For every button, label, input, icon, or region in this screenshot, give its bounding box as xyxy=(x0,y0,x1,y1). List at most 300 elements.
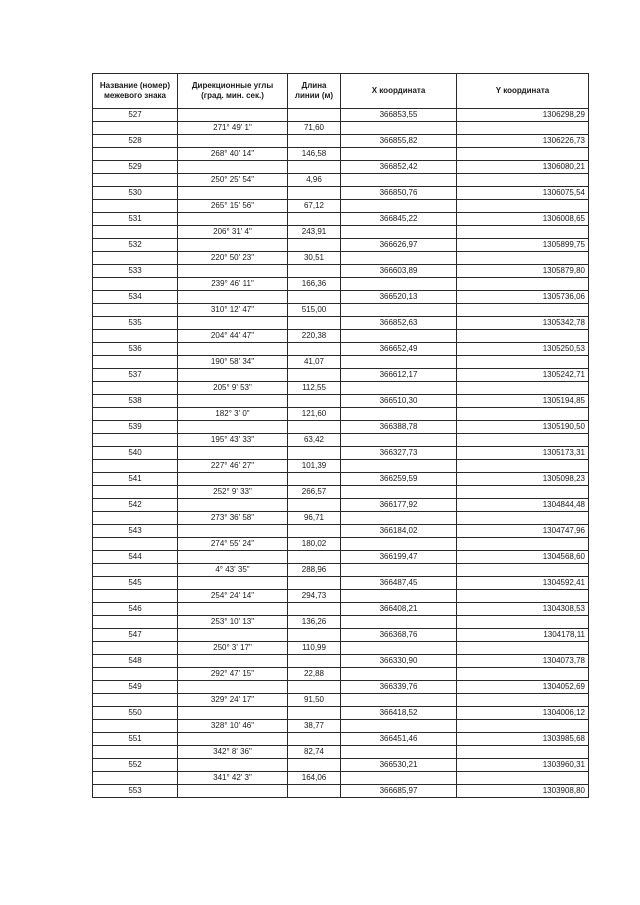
empty-cell xyxy=(341,148,457,161)
empty-cell xyxy=(288,733,341,746)
header-y: Y координата xyxy=(457,74,589,109)
empty-cell xyxy=(288,135,341,148)
empty-cell xyxy=(93,122,178,135)
x-coordinate: 366199,47 xyxy=(341,551,457,564)
point-name: 537 xyxy=(93,369,178,382)
direction-angle: 273° 36' 58" xyxy=(178,512,288,525)
header-x: X координата xyxy=(341,74,457,109)
empty-cell xyxy=(457,642,589,655)
point-row xyxy=(93,525,589,538)
y-coordinate: 1304568,60 xyxy=(457,551,589,564)
point-row xyxy=(93,369,589,382)
empty-cell xyxy=(341,408,457,421)
direction-angle: 250° 25' 54" xyxy=(178,174,288,187)
empty-cell xyxy=(93,252,178,265)
empty-cell xyxy=(93,694,178,707)
empty-cell xyxy=(178,187,288,200)
point-row xyxy=(93,265,589,278)
point-name: 531 xyxy=(93,213,178,226)
line-length: 22,88 xyxy=(288,668,341,681)
empty-cell xyxy=(457,226,589,239)
empty-cell xyxy=(178,499,288,512)
line-length: 101,39 xyxy=(288,460,341,473)
point-name: 539 xyxy=(93,421,178,434)
x-coordinate: 366368,76 xyxy=(341,629,457,642)
point-name: 532 xyxy=(93,239,178,252)
point-row xyxy=(93,655,589,668)
empty-cell xyxy=(288,395,341,408)
y-coordinate: 1306008,65 xyxy=(457,213,589,226)
empty-cell xyxy=(288,109,341,122)
empty-cell xyxy=(457,668,589,681)
y-coordinate: 1303985,68 xyxy=(457,733,589,746)
empty-cell xyxy=(341,252,457,265)
empty-cell xyxy=(457,330,589,343)
segment-row xyxy=(93,434,589,447)
point-row xyxy=(93,473,589,486)
empty-cell xyxy=(288,473,341,486)
empty-cell xyxy=(341,746,457,759)
x-coordinate: 366850,76 xyxy=(341,187,457,200)
point-name: 536 xyxy=(93,343,178,356)
empty-cell xyxy=(457,382,589,395)
empty-cell xyxy=(288,603,341,616)
line-length: 121,60 xyxy=(288,408,341,421)
empty-cell xyxy=(341,434,457,447)
x-coordinate: 366259,59 xyxy=(341,473,457,486)
direction-angle: 206° 31' 4" xyxy=(178,226,288,239)
point-row xyxy=(93,135,589,148)
y-coordinate: 1304006,12 xyxy=(457,707,589,720)
y-coordinate: 1304308,53 xyxy=(457,603,589,616)
line-length: 67,12 xyxy=(288,200,341,213)
point-row xyxy=(93,499,589,512)
empty-cell xyxy=(93,668,178,681)
segment-row xyxy=(93,512,589,525)
direction-angle: 239° 46' 11" xyxy=(178,278,288,291)
line-length: 110,99 xyxy=(288,642,341,655)
x-coordinate: 366177,92 xyxy=(341,499,457,512)
empty-cell xyxy=(178,161,288,174)
empty-cell xyxy=(178,109,288,122)
line-length: 82,74 xyxy=(288,746,341,759)
x-coordinate: 366685,97 xyxy=(341,785,457,798)
empty-cell xyxy=(178,343,288,356)
empty-cell xyxy=(93,148,178,161)
point-name: 535 xyxy=(93,317,178,330)
line-length: 515,00 xyxy=(288,304,341,317)
boundary-coordinates-table xyxy=(92,73,589,798)
point-name: 544 xyxy=(93,551,178,564)
empty-cell xyxy=(178,135,288,148)
empty-cell xyxy=(93,538,178,551)
segment-row xyxy=(93,486,589,499)
y-coordinate: 1304747,96 xyxy=(457,525,589,538)
empty-cell xyxy=(178,785,288,798)
point-row xyxy=(93,109,589,122)
direction-angle: 268° 40' 14" xyxy=(178,148,288,161)
x-coordinate: 366388,78 xyxy=(341,421,457,434)
empty-cell xyxy=(178,525,288,538)
point-row xyxy=(93,291,589,304)
empty-cell xyxy=(457,538,589,551)
empty-cell xyxy=(288,213,341,226)
empty-cell xyxy=(93,616,178,629)
x-coordinate: 366327,73 xyxy=(341,447,457,460)
segment-row xyxy=(93,564,589,577)
x-coordinate: 366845,22 xyxy=(341,213,457,226)
empty-cell xyxy=(93,200,178,213)
empty-cell xyxy=(288,317,341,330)
x-coordinate: 366520,13 xyxy=(341,291,457,304)
line-length: 220,38 xyxy=(288,330,341,343)
segment-row xyxy=(93,694,589,707)
direction-angle: 4° 43' 35" xyxy=(178,564,288,577)
segment-row xyxy=(93,720,589,733)
empty-cell xyxy=(341,356,457,369)
empty-cell xyxy=(457,694,589,707)
empty-cell xyxy=(178,655,288,668)
empty-cell xyxy=(457,434,589,447)
empty-cell xyxy=(457,486,589,499)
y-coordinate: 1305899,75 xyxy=(457,239,589,252)
line-length: 96,71 xyxy=(288,512,341,525)
point-row xyxy=(93,577,589,590)
direction-angle: 220° 50' 23" xyxy=(178,252,288,265)
direction-angle: 329° 24' 17" xyxy=(178,694,288,707)
point-name: 530 xyxy=(93,187,178,200)
direction-angle: 292° 47' 15" xyxy=(178,668,288,681)
empty-cell xyxy=(288,551,341,564)
empty-cell xyxy=(288,499,341,512)
empty-cell xyxy=(341,122,457,135)
line-length: 180,02 xyxy=(288,538,341,551)
empty-cell xyxy=(288,525,341,538)
point-row xyxy=(93,707,589,720)
x-coordinate: 366510,30 xyxy=(341,395,457,408)
x-coordinate: 366339,76 xyxy=(341,681,457,694)
x-coordinate: 366852,63 xyxy=(341,317,457,330)
empty-cell xyxy=(178,213,288,226)
empty-cell xyxy=(288,785,341,798)
empty-cell xyxy=(178,733,288,746)
segment-row xyxy=(93,746,589,759)
empty-cell xyxy=(457,772,589,785)
direction-angle: 274° 55' 24" xyxy=(178,538,288,551)
x-coordinate: 366603,89 xyxy=(341,265,457,278)
empty-cell xyxy=(457,200,589,213)
direction-angle: 227° 46' 27" xyxy=(178,460,288,473)
x-coordinate: 366530,21 xyxy=(341,759,457,772)
line-length: 288,96 xyxy=(288,564,341,577)
x-coordinate: 366852,42 xyxy=(341,161,457,174)
empty-cell xyxy=(93,382,178,395)
y-coordinate: 1304178,11 xyxy=(457,629,589,642)
direction-angle: 253° 10' 13" xyxy=(178,616,288,629)
y-coordinate: 1305194,85 xyxy=(457,395,589,408)
segment-row xyxy=(93,408,589,421)
segment-row xyxy=(93,538,589,551)
direction-angle: 254° 24' 14" xyxy=(178,590,288,603)
empty-cell xyxy=(178,603,288,616)
point-row xyxy=(93,629,589,642)
empty-cell xyxy=(341,668,457,681)
empty-cell xyxy=(457,512,589,525)
empty-cell xyxy=(457,460,589,473)
empty-cell xyxy=(178,265,288,278)
table-header-row xyxy=(93,74,589,109)
empty-cell xyxy=(178,759,288,772)
line-length: 166,36 xyxy=(288,278,341,291)
empty-cell xyxy=(341,616,457,629)
point-name: 541 xyxy=(93,473,178,486)
empty-cell xyxy=(341,304,457,317)
empty-cell xyxy=(93,226,178,239)
empty-cell xyxy=(341,772,457,785)
line-length: 30,51 xyxy=(288,252,341,265)
point-row xyxy=(93,733,589,746)
empty-cell xyxy=(288,421,341,434)
empty-cell xyxy=(341,486,457,499)
segment-row xyxy=(93,772,589,785)
point-row xyxy=(93,213,589,226)
point-row xyxy=(93,447,589,460)
segment-row xyxy=(93,148,589,161)
direction-angle: 310° 12' 47" xyxy=(178,304,288,317)
empty-cell xyxy=(341,642,457,655)
y-coordinate: 1305098,23 xyxy=(457,473,589,486)
point-name: 529 xyxy=(93,161,178,174)
empty-cell xyxy=(93,278,178,291)
point-name: 549 xyxy=(93,681,178,694)
point-name: 545 xyxy=(93,577,178,590)
empty-cell xyxy=(93,512,178,525)
empty-cell xyxy=(341,278,457,291)
y-coordinate: 1306080,21 xyxy=(457,161,589,174)
point-name: 548 xyxy=(93,655,178,668)
line-length: 112,55 xyxy=(288,382,341,395)
empty-cell xyxy=(457,746,589,759)
empty-cell xyxy=(93,356,178,369)
empty-cell xyxy=(178,473,288,486)
empty-cell xyxy=(288,577,341,590)
point-row xyxy=(93,551,589,564)
y-coordinate: 1305879,80 xyxy=(457,265,589,278)
segment-row xyxy=(93,304,589,317)
direction-angle: 195° 43' 33" xyxy=(178,434,288,447)
empty-cell xyxy=(457,252,589,265)
line-length: 4,96 xyxy=(288,174,341,187)
x-coordinate: 366652,49 xyxy=(341,343,457,356)
x-coordinate: 366487,45 xyxy=(341,577,457,590)
x-coordinate: 366855,82 xyxy=(341,135,457,148)
empty-cell xyxy=(288,629,341,642)
point-row xyxy=(93,681,589,694)
line-length: 71,60 xyxy=(288,122,341,135)
y-coordinate: 1306226,73 xyxy=(457,135,589,148)
point-row xyxy=(93,187,589,200)
segment-row xyxy=(93,278,589,291)
empty-cell xyxy=(288,265,341,278)
y-coordinate: 1305342,78 xyxy=(457,317,589,330)
direction-angle: 205° 9' 53" xyxy=(178,382,288,395)
empty-cell xyxy=(341,174,457,187)
empty-cell xyxy=(93,486,178,499)
point-row xyxy=(93,785,589,798)
direction-angle: 341° 42' 3" xyxy=(178,772,288,785)
y-coordinate: 1304073,78 xyxy=(457,655,589,668)
line-length: 146,58 xyxy=(288,148,341,161)
empty-cell xyxy=(341,538,457,551)
empty-cell xyxy=(93,434,178,447)
line-length: 38,77 xyxy=(288,720,341,733)
line-length: 294,73 xyxy=(288,590,341,603)
empty-cell xyxy=(341,382,457,395)
empty-cell xyxy=(341,226,457,239)
x-coordinate: 366853,55 xyxy=(341,109,457,122)
table-body xyxy=(93,109,589,798)
point-name: 540 xyxy=(93,447,178,460)
point-row xyxy=(93,239,589,252)
y-coordinate: 1305250,53 xyxy=(457,343,589,356)
empty-cell xyxy=(288,369,341,382)
x-coordinate: 366418,52 xyxy=(341,707,457,720)
empty-cell xyxy=(288,655,341,668)
point-name: 542 xyxy=(93,499,178,512)
empty-cell xyxy=(288,291,341,304)
empty-cell xyxy=(93,304,178,317)
y-coordinate: 1304844,48 xyxy=(457,499,589,512)
y-coordinate: 1304592,41 xyxy=(457,577,589,590)
x-coordinate: 366408,21 xyxy=(341,603,457,616)
point-name: 533 xyxy=(93,265,178,278)
empty-cell xyxy=(457,356,589,369)
empty-cell xyxy=(457,148,589,161)
point-name: 551 xyxy=(93,733,178,746)
y-coordinate: 1305736,06 xyxy=(457,291,589,304)
x-coordinate: 366451,46 xyxy=(341,733,457,746)
point-name: 552 xyxy=(93,759,178,772)
empty-cell xyxy=(341,694,457,707)
point-row xyxy=(93,603,589,616)
direction-angle: 182° 3' 0" xyxy=(178,408,288,421)
line-length: 63,42 xyxy=(288,434,341,447)
empty-cell xyxy=(288,161,341,174)
y-coordinate: 1306298,29 xyxy=(457,109,589,122)
empty-cell xyxy=(457,174,589,187)
empty-cell xyxy=(288,187,341,200)
segment-row xyxy=(93,174,589,187)
empty-cell xyxy=(288,681,341,694)
y-coordinate: 1305173,31 xyxy=(457,447,589,460)
point-row xyxy=(93,317,589,330)
empty-cell xyxy=(178,681,288,694)
point-row xyxy=(93,343,589,356)
empty-cell xyxy=(178,395,288,408)
point-name: 550 xyxy=(93,707,178,720)
direction-angle: 265° 15' 56" xyxy=(178,200,288,213)
point-name: 527 xyxy=(93,109,178,122)
empty-cell xyxy=(178,317,288,330)
empty-cell xyxy=(457,720,589,733)
empty-cell xyxy=(341,460,457,473)
point-row xyxy=(93,759,589,772)
empty-cell xyxy=(178,239,288,252)
empty-cell xyxy=(457,564,589,577)
point-name: 547 xyxy=(93,629,178,642)
x-coordinate: 366184,02 xyxy=(341,525,457,538)
point-name: 553 xyxy=(93,785,178,798)
segment-row xyxy=(93,330,589,343)
empty-cell xyxy=(341,590,457,603)
y-coordinate: 1305242,71 xyxy=(457,369,589,382)
empty-cell xyxy=(341,200,457,213)
line-length: 41,07 xyxy=(288,356,341,369)
empty-cell xyxy=(178,447,288,460)
empty-cell xyxy=(178,291,288,304)
empty-cell xyxy=(93,564,178,577)
empty-cell xyxy=(178,551,288,564)
empty-cell xyxy=(457,122,589,135)
point-name: 543 xyxy=(93,525,178,538)
segment-row xyxy=(93,668,589,681)
empty-cell xyxy=(457,590,589,603)
empty-cell xyxy=(288,707,341,720)
empty-cell xyxy=(178,629,288,642)
empty-cell xyxy=(288,447,341,460)
empty-cell xyxy=(457,616,589,629)
x-coordinate: 366626,97 xyxy=(341,239,457,252)
empty-cell xyxy=(341,720,457,733)
direction-angle: 250° 3' 17" xyxy=(178,642,288,655)
empty-cell xyxy=(341,564,457,577)
y-coordinate: 1303908,80 xyxy=(457,785,589,798)
segment-row xyxy=(93,200,589,213)
empty-cell xyxy=(288,239,341,252)
empty-cell xyxy=(288,343,341,356)
line-length: 266,57 xyxy=(288,486,341,499)
line-length: 243,91 xyxy=(288,226,341,239)
empty-cell xyxy=(93,330,178,343)
segment-row xyxy=(93,590,589,603)
segment-row xyxy=(93,616,589,629)
header-angle: Дирекционные углы (град. мин. сек.) xyxy=(178,74,288,109)
empty-cell xyxy=(93,720,178,733)
header-length: Длина линии (м) xyxy=(288,74,341,109)
point-name: 538 xyxy=(93,395,178,408)
x-coordinate: 366612,17 xyxy=(341,369,457,382)
empty-cell xyxy=(341,330,457,343)
empty-cell xyxy=(288,759,341,772)
empty-cell xyxy=(93,460,178,473)
segment-row xyxy=(93,642,589,655)
empty-cell xyxy=(457,278,589,291)
direction-angle: 252° 9' 33" xyxy=(178,486,288,499)
point-name: 534 xyxy=(93,291,178,304)
segment-row xyxy=(93,382,589,395)
empty-cell xyxy=(93,746,178,759)
point-row xyxy=(93,421,589,434)
empty-cell xyxy=(341,512,457,525)
direction-angle: 328° 10' 46" xyxy=(178,720,288,733)
empty-cell xyxy=(178,421,288,434)
empty-cell xyxy=(457,304,589,317)
empty-cell xyxy=(457,408,589,421)
empty-cell xyxy=(178,707,288,720)
line-length: 164,06 xyxy=(288,772,341,785)
point-name: 528 xyxy=(93,135,178,148)
segment-row xyxy=(93,226,589,239)
